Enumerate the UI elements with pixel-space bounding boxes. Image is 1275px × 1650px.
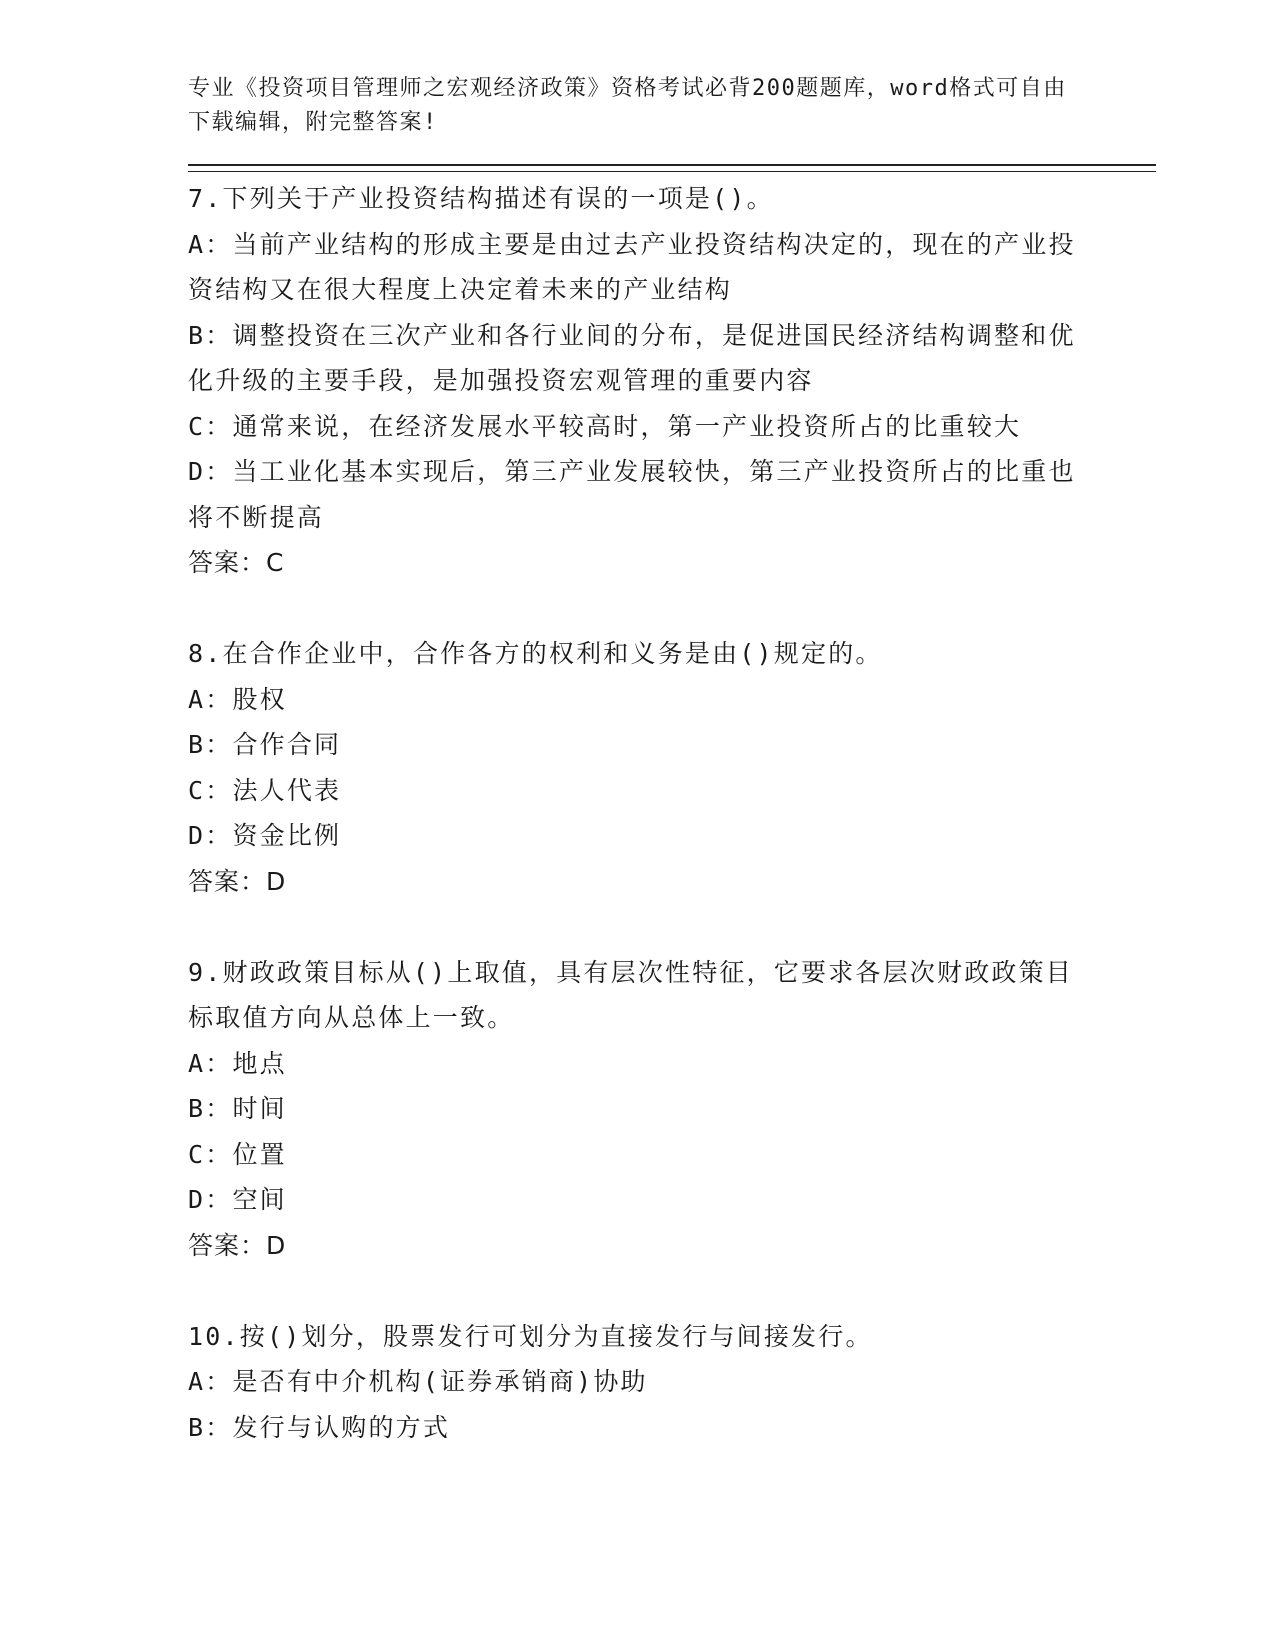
option-a: A：是否有中介机构(证券承销商)协助 [188,1367,648,1396]
spacer [188,1268,1088,1314]
question-stem: 10.按()划分，股票发行可划分为直接发行与间接发行。 [188,1321,873,1351]
question-stem: 8.在合作企业中，合作各方的权利和义务是由()规定的。 [188,639,883,668]
option-a: A：当前产业结构的形成主要是由过去产业投资结构决定的，现在的产业投资结构又在很大程度上决定着未来的产业结构 [188,229,1076,304]
document-page [188,72,1088,1450]
spacer [188,586,1088,632]
option-d: D：空间 [188,1185,287,1214]
question-8 [188,631,1078,904]
option-d: D：资金比例 [188,821,342,850]
answer: 答案：D [188,1230,287,1260]
answer: 答案：C [188,548,285,577]
question-stem: 7.下列关于产业投资结构描述有误的一项是()。 [188,184,774,213]
header-divider [188,164,1156,172]
spacer [188,904,1088,950]
question-10 [188,1314,1078,1451]
option-b: B：时间 [188,1094,287,1123]
question-9 [188,950,1078,1269]
option-c: C：法人代表 [188,775,342,805]
option-c: C：位置 [188,1139,287,1169]
option-b: B：合作合同 [188,730,342,759]
answer: 答案：D [188,866,287,896]
option-a: A：地点 [188,1048,287,1078]
option-b: B：调整投资在三次产业和各行业间的分布，是促进国民经济结构调整和优化升级的主要手段，是加强投资宏观管理的重要内容 [188,320,1076,395]
question-stem: 9.财政政策目标从()上取值，具有层次性特征，它要求各层次财政政策目标取值方向从总体上一致。 [188,957,1074,1032]
option-c: C：通常来说，在经济发展水平较高时，第一产业投资所占的比重较大 [188,411,1022,441]
document-intro: 专业《投资项目管理师之宏观经济政策》资格考试必背200题题库，word格式可自由下载编辑，附完整答案! [188,76,1067,135]
question-7 [188,176,1078,586]
option-b: B：发行与认购的方式 [188,1412,451,1442]
option-a: A：股权 [188,684,287,714]
option-d: D：当工业化基本实现后，第三产业发展较快，第三产业投资所占的比重也将不断提高 [188,457,1076,532]
